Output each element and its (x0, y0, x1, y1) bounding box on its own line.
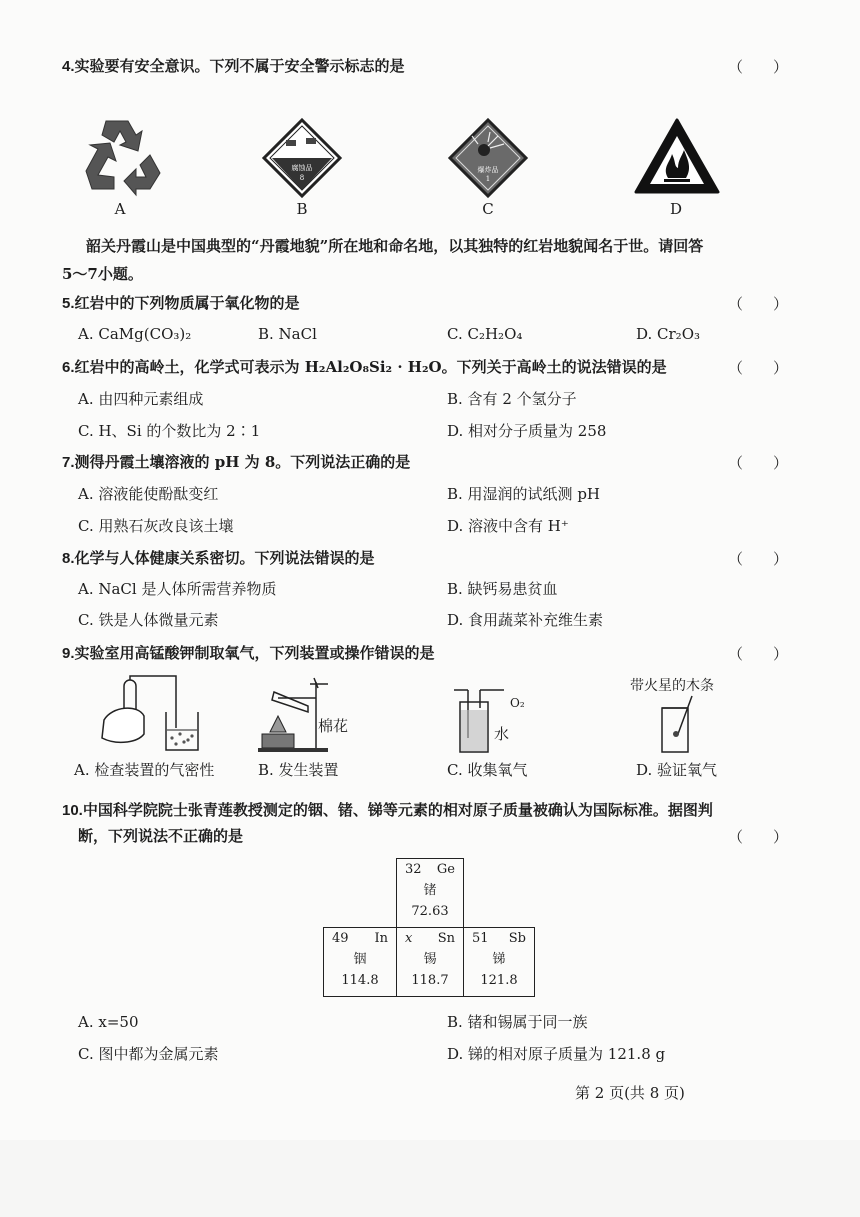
cotton-label: 棉花 (318, 717, 349, 735)
element-symbol: Ge (436, 862, 455, 877)
atomic-mass: 121.8 (480, 973, 518, 988)
option-b: B. 用湿润的试纸测 pH (447, 485, 601, 503)
element-name: 锗 (423, 883, 437, 898)
question-number: 6. (62, 359, 75, 376)
answer-bracket: （ ） (728, 828, 789, 846)
answer-bracket: （ ） (728, 295, 789, 313)
sign-c-num: 1 (485, 175, 491, 183)
answer-bracket: （ ） (728, 645, 789, 663)
atomic-number: 49 (332, 931, 349, 946)
option-d: D. 相对分子质量为 258 (447, 422, 607, 440)
option-a: A. 检查装置的气密性 (74, 761, 215, 779)
answer-bracket: （ ） (728, 58, 789, 76)
option-c: C. 用熟石灰改良该土壤 (78, 517, 234, 535)
option-d: D. 食用蔬菜补充维生素 (447, 611, 604, 629)
option-c: C. 收集氧气 (447, 761, 528, 779)
sign-b-num: 8 (299, 174, 305, 182)
question-stem: 测得丹霞土壤溶液的 pH 为 8。下列说法正确的是 (74, 453, 411, 471)
element-symbol: Sn (437, 931, 455, 946)
atomic-mass: 114.8 (341, 973, 379, 988)
option-d: D. 溶液中含有 H⁺ (447, 517, 569, 535)
question-stem: 实验室用高锰酸钾制取氧气，下列装置或操作错误的是 (74, 644, 435, 662)
question-8 (62, 548, 375, 569)
option-label-b: B (296, 200, 308, 218)
option-c: C. 图中都为金属元素 (78, 1045, 219, 1063)
option-b: B. 发生装置 (258, 761, 339, 779)
question-stem: 红岩中的高岭土，化学式可表示为 H₂Al₂O₈Si₂ · H₂O。下列关于高岭土的说法错误的是 (74, 358, 667, 376)
answer-bracket: （ ） (728, 359, 789, 377)
option-label-d: D (669, 200, 683, 218)
option-a: A. CaMg(CO₃)₂ (78, 325, 192, 343)
option-c: C. C₂H₂O₄ (447, 325, 523, 343)
option-c: C. H、Si 的个数比为 2∶1 (78, 422, 261, 440)
element-cell-ge (396, 858, 464, 928)
question-number: 7. (62, 454, 75, 471)
passage-line-1: 韶关丹霞山是中国典型的“丹霞地貌”所在地和命名地，以其独特的红岩地貌闻名于世。请回答 (86, 237, 704, 255)
element-symbol: Sb (508, 931, 526, 946)
option-d: D. 锑的相对原子质量为 121.8 g (447, 1045, 666, 1063)
question-10 (62, 800, 713, 821)
option-d: D. 验证氧气 (636, 761, 718, 779)
option-b: B. NaCl (258, 325, 317, 343)
option-b: B. 缺钙易患贫血 (447, 580, 558, 598)
corrosive-sign-icon (262, 118, 342, 198)
explosive-sign-icon (448, 118, 528, 198)
sign-b-text: 腐蚀品 (291, 164, 313, 172)
sign-c-text: 爆炸品 (477, 166, 499, 174)
page-number: 第 2 页(共 8 页) (575, 1084, 685, 1102)
element-cell-sb (463, 927, 535, 997)
question-6 (62, 357, 667, 378)
element-name: 锑 (492, 952, 506, 967)
element-name: 锡 (423, 952, 437, 967)
option-label-c: C (482, 200, 494, 218)
atomic-mass: 118.7 (411, 973, 449, 988)
atomic-number: 32 (405, 862, 422, 877)
question-number: 8. (62, 550, 75, 567)
atomic-mass: 72.63 (411, 904, 449, 919)
option-d: D. Cr₂O₃ (636, 325, 700, 343)
question-number: 10. (62, 802, 83, 819)
question-stem-line-1: 中国科学院院士张青莲教授测定的铟、锗、锑等元素的相对原子质量被确认为国际标准。据图判 (82, 801, 713, 819)
element-symbol: In (374, 931, 388, 946)
question-stem-line-2: 断，下列说法不正确的是 (78, 827, 244, 845)
atomic-number: 51 (472, 931, 489, 946)
recycle-icon (78, 115, 164, 195)
answer-bracket: （ ） (728, 550, 789, 568)
element-cell-in (323, 927, 397, 997)
option-c: C. 铁是人体微量元素 (78, 611, 219, 629)
question-number: 9. (62, 645, 75, 662)
option-b: B. 含有 2 个氢分子 (447, 390, 577, 408)
option-a: A. 溶液能使酚酞变红 (78, 485, 219, 503)
page-bottom-margin (0, 1140, 860, 1217)
airtightness-apparatus-icon (98, 676, 208, 756)
splint-label: 带火星的木条 (630, 678, 714, 694)
flammable-sign-icon (632, 116, 722, 196)
question-stem: 化学与人体健康关系密切。下列说法错误的是 (74, 549, 375, 567)
o2-label: O₂ (510, 696, 525, 710)
option-label-a: A (114, 200, 126, 218)
option-a: A. x=50 (78, 1013, 139, 1031)
atomic-number: x (405, 931, 413, 946)
answer-bracket: （ ） (728, 454, 789, 472)
element-name: 铟 (353, 952, 367, 967)
question-stem: 红岩中的下列物质属于氧化物的是 (74, 294, 300, 312)
question-stem: 实验要有安全意识。下列不属于安全警示标志的是 (74, 57, 405, 75)
option-b: B. 锗和锡属于同一族 (447, 1013, 588, 1031)
element-cell-sn (396, 927, 464, 997)
question-5 (62, 293, 300, 314)
water-label: 水 (494, 725, 510, 743)
question-9 (62, 643, 435, 664)
option-a: A. 由四种元素组成 (78, 390, 204, 408)
question-4 (62, 56, 405, 77)
question-number: 5. (62, 295, 75, 312)
option-a: A. NaCl 是人体所需营养物质 (78, 580, 277, 598)
question-7 (62, 452, 410, 473)
question-number: 4. (62, 58, 75, 75)
oxygen-test-bottle-icon (654, 696, 704, 756)
passage-line-2: 5～7小题。 (62, 265, 143, 283)
